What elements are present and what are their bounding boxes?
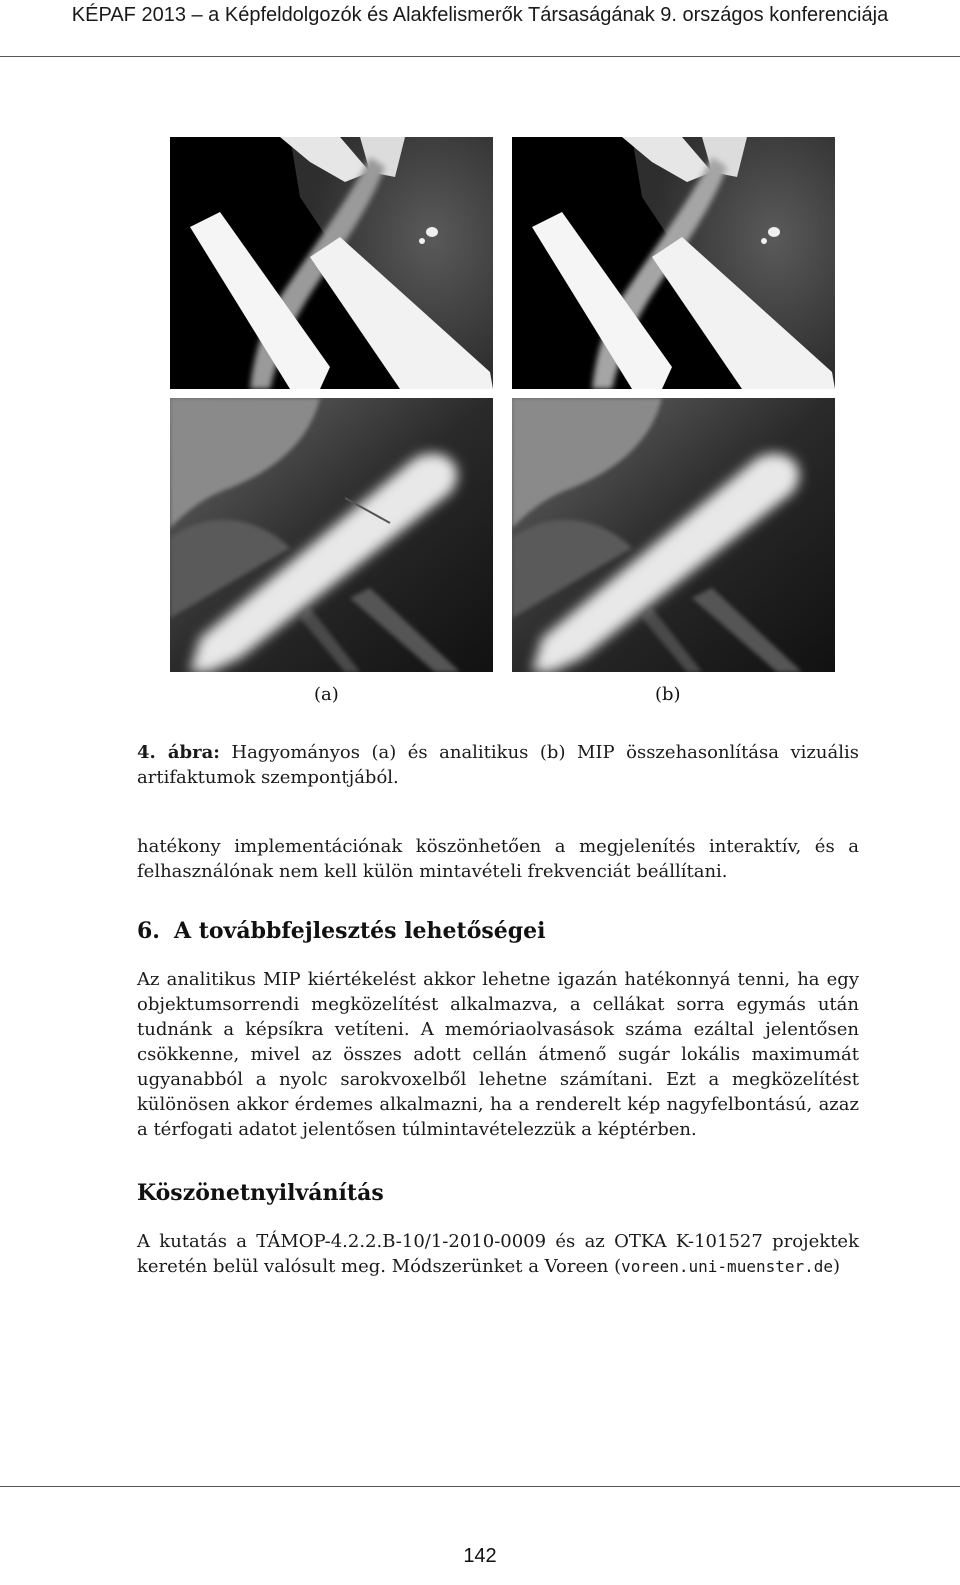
- body-paragraph: hatékony implementációnak köszönhetően a megjelenítés interaktív, és a felhasználónak nem kell külön mintavételi frekvenciát beállítani.: [137, 836, 859, 882]
- figure-image-a-top: [170, 137, 493, 389]
- footer-rule: [0, 1486, 960, 1487]
- acknowledgement-text-end: ): [833, 1256, 841, 1277]
- figure-caption: [137, 740, 859, 790]
- acknowledgement-heading: Köszönetnyilvánítás: [137, 1180, 384, 1206]
- acknowledgement-text: A kutatás a TÁMOP-4.2.2.B-10/1-2010-0009 és az OTKA K-101527 projektek keretén belül valósult meg. Módszerünket a Voreen (: [137, 1231, 859, 1277]
- section-title: A továbbfejlesztés lehetőségei: [173, 918, 546, 944]
- project-url: voreen.uni-muenster.de: [621, 1257, 834, 1276]
- caption-text: Hagyományos (a) és analitikus (b) MIP összehasonlítása vizuális artifaktumok szempontjából.: [137, 742, 859, 788]
- subfigure-label-b: (b): [655, 684, 681, 705]
- subfigure-label-a: (a): [314, 684, 339, 705]
- acknowledgement-paragraph: [137, 1229, 859, 1279]
- figure-image-b-top: [512, 137, 835, 389]
- page-header: [0, 0, 960, 57]
- section-paragraph: Az analitikus MIP kiértékelést akkor lehetne igazán hatékonnyá tenni, ha egy objektumsorrendi megközelítést alkalmazva, a cellákat sorra egymás után tudnánk a képsíkra vetíteni. A memóriaolvasások száma ezáltal jelentősen csökkenne, mivel az összes adott cellán átmenő sugár lokális maximumát ugyanabból a nyolc sarokvoxelből lehetne számítani. Ezt a megközelítést különösen akkor érdemes alkalmazni, ha a renderelt kép nagyfelbontású, azaz a térfogati adatot jelentősen túlmintavételezzük a képtérben.: [137, 969, 859, 1140]
- caption-label: 4. ábra:: [137, 742, 220, 763]
- section-number: 6.: [137, 918, 160, 944]
- page-number: 142: [463, 1545, 497, 1567]
- figure-image-b-bottom: [512, 398, 835, 672]
- figure-image-a-bottom: [170, 398, 493, 672]
- section-heading: [137, 918, 546, 944]
- running-header: KÉPAF 2013 – a Képfeldolgozók és Alakfelismerők Társaságának 9. országos konferenciája: [71, 4, 889, 26]
